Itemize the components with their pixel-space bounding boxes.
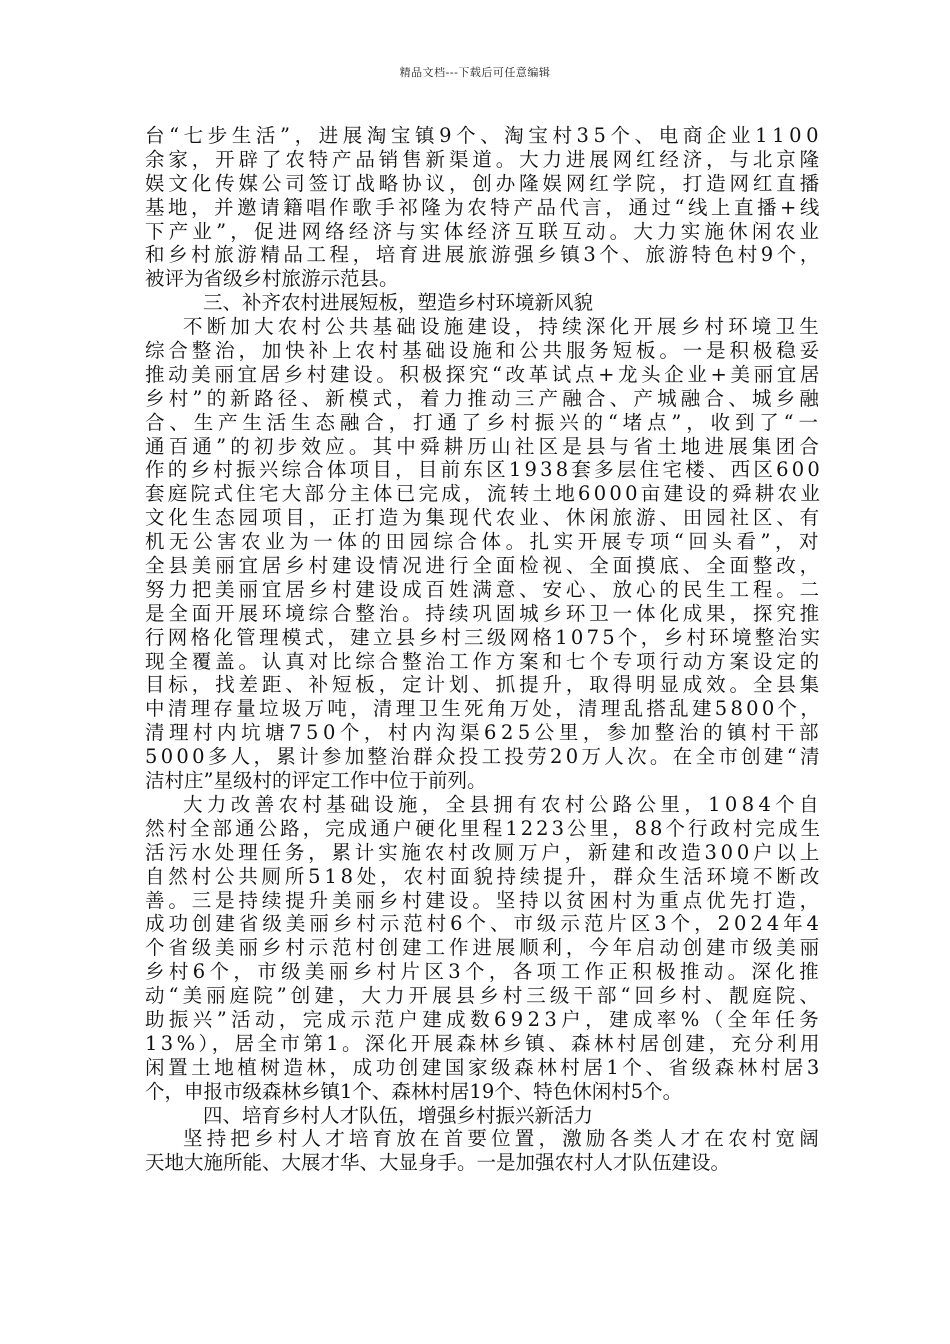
- body-text-line: 被评为省级乡村旅游示范县。: [145, 267, 399, 291]
- body-text-line: 行网格化管理模式，建立县乡村三级网格1075个，乡村环境整治实: [145, 625, 824, 649]
- body-text-line: 大力改善农村基础设施，全县拥有农村公路公里，1084个自: [183, 792, 823, 816]
- body-text-line: 个，申报市级森林乡镇1个、森林村居19个、特色休闲村5个。: [145, 1079, 683, 1103]
- body-text-line: 自然村公共厕所518处，农村面貌持续提升，群众生活环境不断改: [145, 864, 824, 888]
- body-text-line: 善。三是持续提升美丽乡村建设。坚持以贫困村为重点优先打造，: [145, 888, 824, 912]
- body-text-line: 合、生产生活生态融合，打通了乡村振兴的“堵点”，收到了“一: [145, 410, 823, 434]
- body-text-line: 综合整治，加快补上农村基础设施和公共服务短板。一是积极稳妥: [145, 339, 824, 363]
- body-text-line: 余家，开辟了农特产品销售新渠道。大力进展网红经济，与北京隆: [145, 147, 824, 171]
- body-text-line: 助振兴”活动，完成示范户建成数6923户，建成率%（全年任务: [145, 1007, 824, 1031]
- body-text-line: 下产业”，促进网络经济与实体经济互联互动。大力实施休闲农业: [145, 219, 824, 243]
- body-text-line: 个省级美丽乡村示范村创建工作进展顺利，今年启动创建市级美丽: [145, 936, 824, 960]
- body-text-line: 成功创建省级美丽乡村示范村6个、市级示范片区3个，2024年4: [145, 912, 823, 936]
- body-text-line: 基地，并邀请籍唱作歌手祁隆为农特产品代言，通过“线上直播+线: [145, 195, 823, 219]
- body-text-line: 台“七步生活”，进展淘宝镇9个、淘宝村35个、电商企业1100: [145, 124, 824, 147]
- body-text-line: 通百通”的初步效应。其中舜耕历山社区是县与省土地进展集团合: [145, 434, 824, 458]
- document-body: [145, 124, 825, 1175]
- body-text-line: 清理村内坑塘750个，村内沟渠625公里，参加整治的镇村干部: [145, 721, 824, 745]
- section-heading: 三、补齐农村进展短板，塑造乡村环境新风貌: [203, 291, 594, 315]
- page-header: 精品文档---下载后可任意编辑: [399, 66, 551, 79]
- body-text-line: 是全面开展环境综合整治。持续巩固城乡环卫一体化成果，探究推: [145, 601, 824, 625]
- body-text-line: 和乡村旅游精品工程，培育进展旅游强乡镇3个、旅游特色村9个，: [145, 243, 823, 267]
- body-text-line: 全县美丽宜居乡村建设情况进行全面检视、全面摸底、全面整改，: [145, 554, 824, 578]
- body-text-line: 乡村6个，市级美丽乡村片区3个，各项工作正积极推动。深化推: [145, 960, 824, 984]
- body-text-line: 天地大施所能、大展才华、大显身手。一是加强农村人才队伍建设。: [145, 1151, 731, 1175]
- body-text-line: 努力把美丽宜居乡村建设成百姓满意、安心、放心的民生工程。二: [145, 577, 824, 601]
- body-text-line: 13%），居全市第1。深化开展森林乡镇、森林村居创建，充分利用: [145, 1031, 823, 1055]
- body-text-line: 闲置土地植树造林，成功创建国家级森林村居1个、省级森林村居3: [145, 1055, 823, 1079]
- body-text-line: 机无公害农业为一体的田园综合体。扎实开展专项“回头看”，对: [145, 530, 824, 554]
- body-text-line: 洁村庄”星级村的评定工作中位于前列。: [145, 769, 487, 793]
- body-text-line: 作的乡村振兴综合体项目，目前东区1938套多层住宅楼、西区600: [145, 458, 824, 482]
- body-text-line: 活污水处理任务，累计实施农村改厕万户，新建和改造300户以上: [145, 840, 824, 864]
- body-text-line: 动“美丽庭院”创建，大力开展县乡村三级干部“回乡村、靓庭院、: [145, 984, 823, 1008]
- body-text-line: 乡村”的新路径、新模式，着力推动三产融合、产城融合、城乡融: [145, 386, 824, 410]
- body-text-line: 推动美丽宜居乡村建设。积极探究“改革试点+龙头企业+美丽宜居: [145, 362, 824, 386]
- body-text-line: 坚持把乡村人才培育放在首要位置，激励各类人才在农村宽阔: [183, 1127, 823, 1151]
- section-heading: 四、培育乡村人才队伍，增强乡村振兴新活力: [203, 1103, 594, 1127]
- body-text-line: 不断加大农村公共基础设施建设，持续深化开展乡村环境卫生: [183, 315, 823, 339]
- body-text-line: 然村全部通公路，完成通户硬化里程1223公里，88个行政村完成生: [145, 816, 824, 840]
- body-text-line: 现全覆盖。认真对比综合整治工作方案和七个专项行动方案设定的: [145, 649, 824, 673]
- body-text-line: 目标，找差距、补短板，定计划、抓提升，取得明显成效。全县集: [145, 673, 824, 697]
- body-text-line: 中清理存量垃圾万吨，清理卫生死角万处，清理乱搭乱建5800个，: [145, 697, 824, 721]
- body-text-line: 文化生态园项目，正打造为集现代农业、休闲旅游、田园社区、有: [145, 506, 824, 530]
- body-text-line: 5000多人，累计参加整治群众投工投劳20万人次。在全市创建“清: [145, 745, 823, 769]
- body-text-line: 套庭院式住宅大部分主体已完成，流转土地6000亩建设的舜耕农业: [145, 482, 824, 506]
- body-text-line: 娱文化传媒公司签订战略协议，创办隆娱网红学院，打造网红直播: [145, 171, 824, 195]
